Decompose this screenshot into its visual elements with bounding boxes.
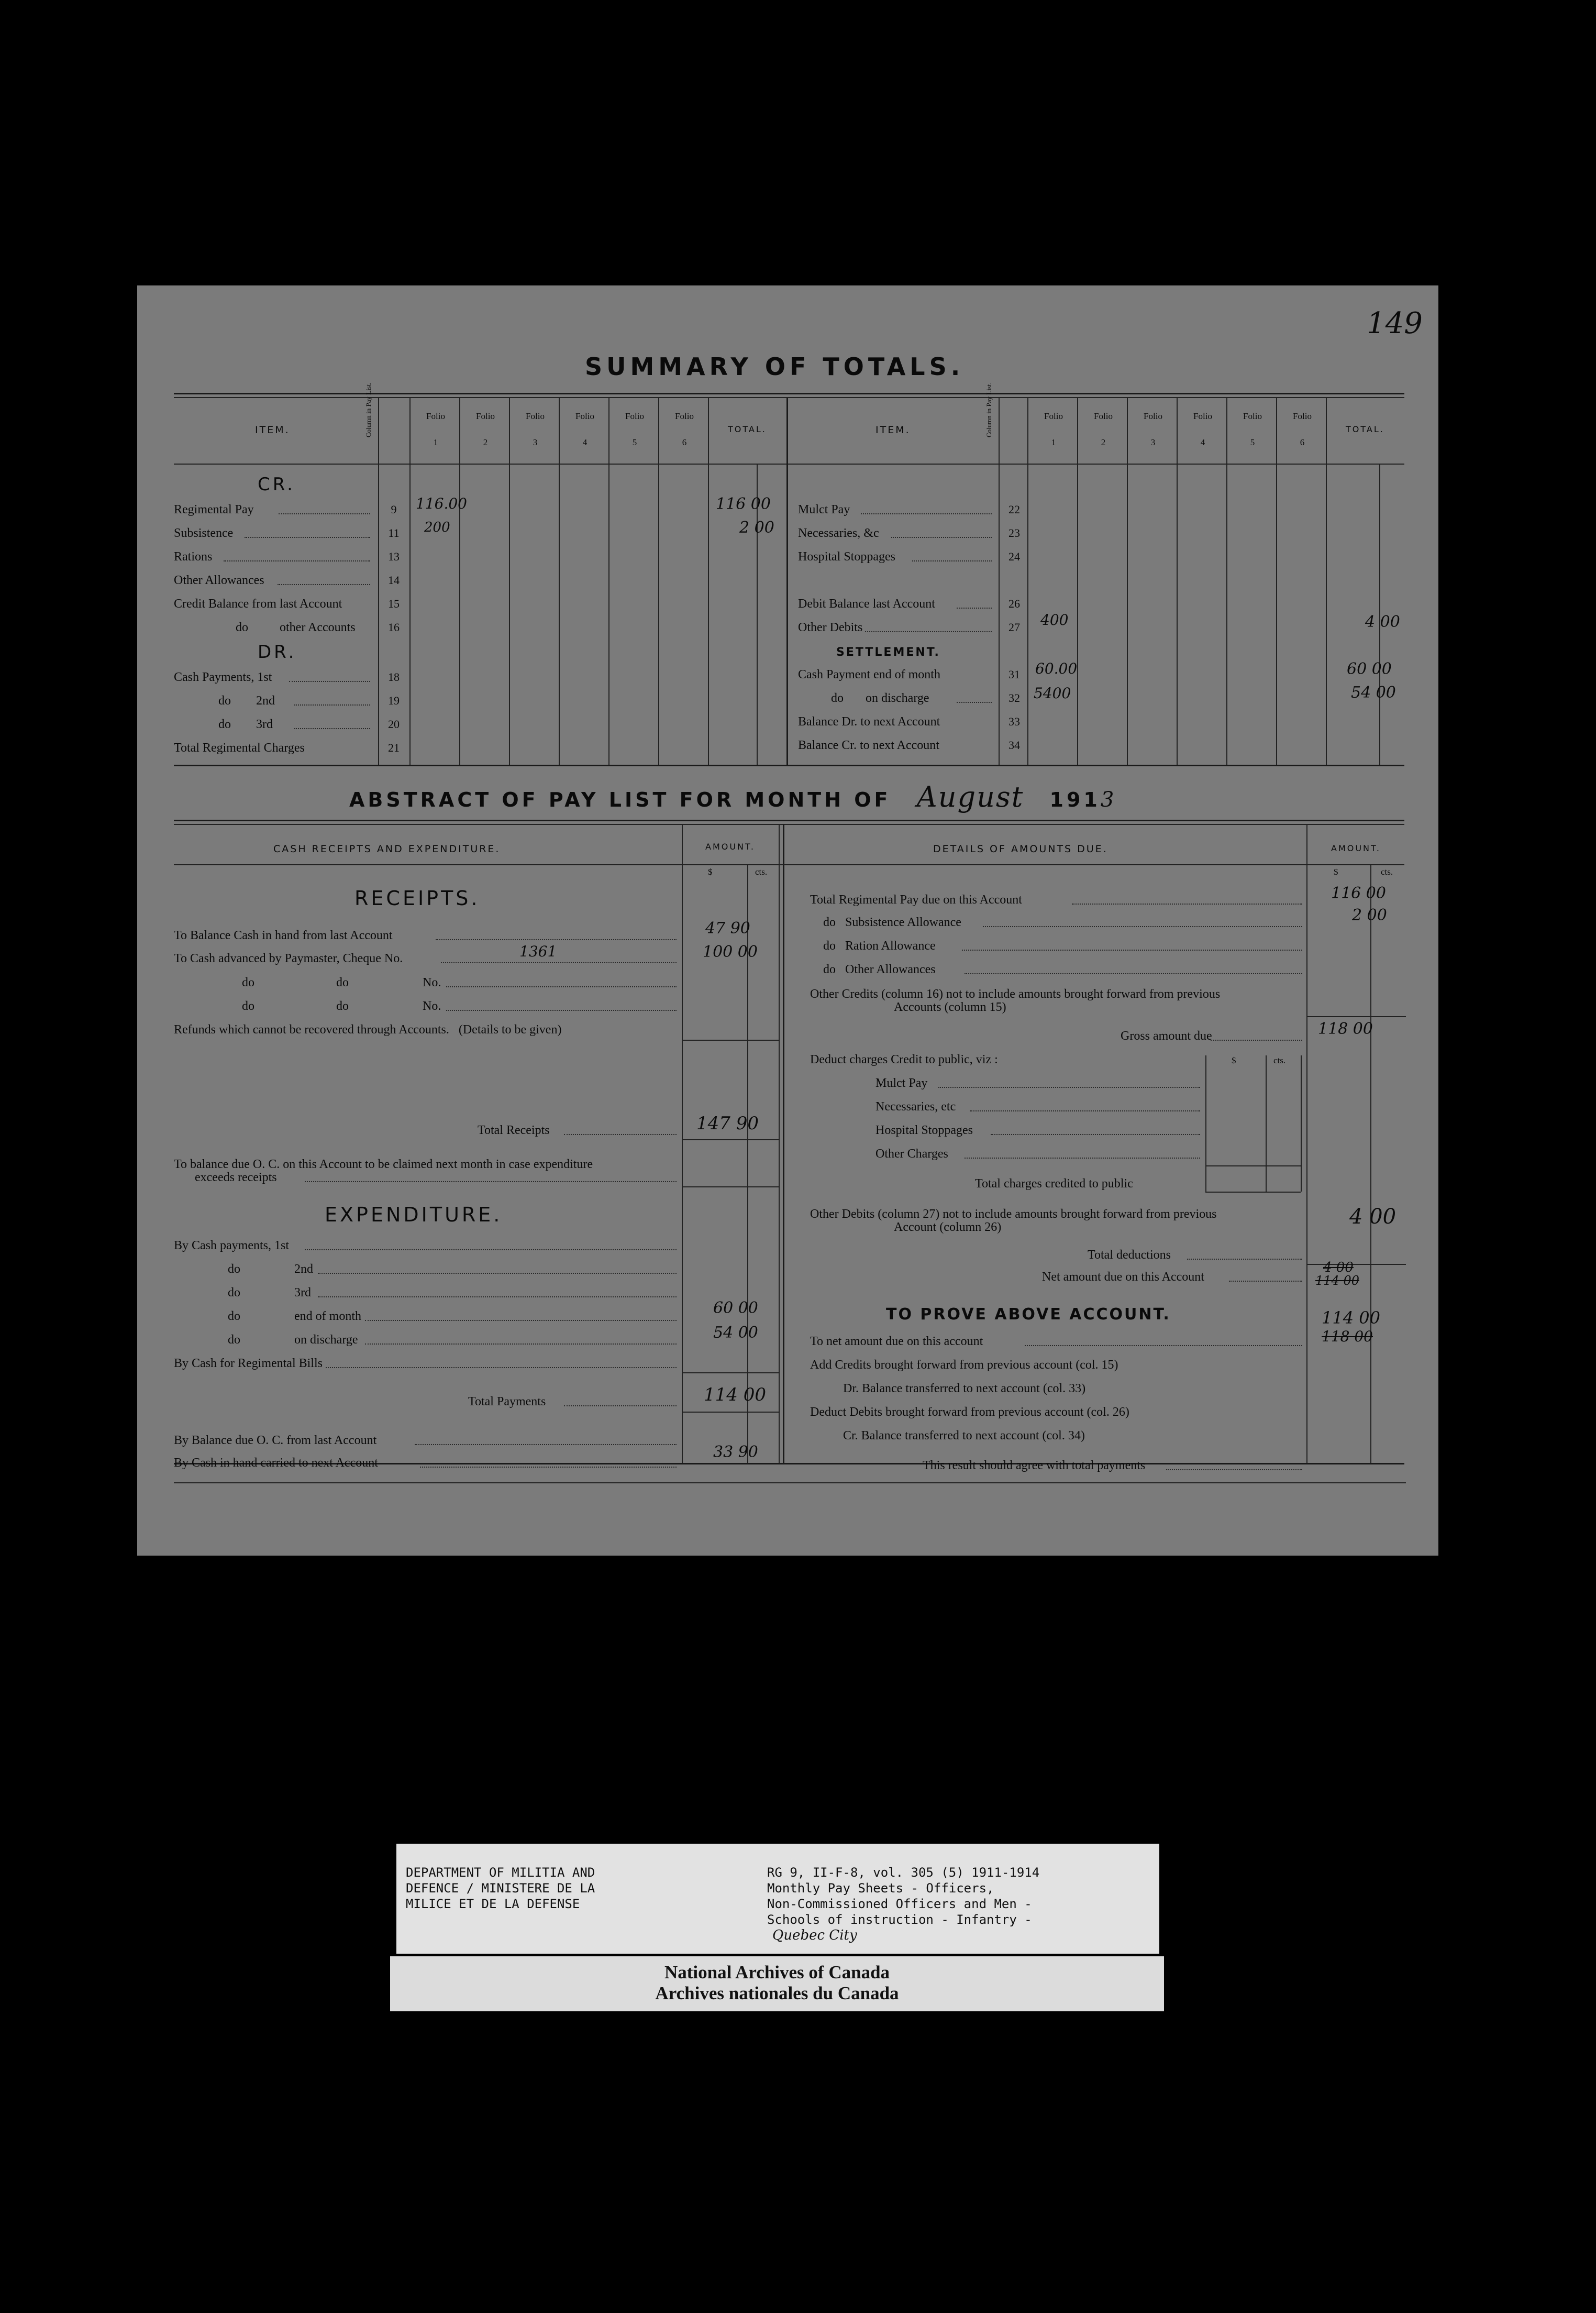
row-col-number: 32 — [1008, 691, 1020, 704]
inner-box-rule-h — [1205, 1165, 1301, 1166]
pay-sheet-document — [137, 285, 1438, 1556]
folio-header-l1: Folio — [426, 411, 445, 421]
folio-num-l3: 3 — [533, 437, 538, 447]
dollar-header-right: $ — [1334, 867, 1338, 877]
leader-dots — [224, 560, 370, 561]
total-header-left: TOTAL. — [728, 424, 767, 434]
row-label: Cash Payment end of month — [798, 668, 940, 681]
summary-vrule — [608, 398, 609, 765]
summary-title: SUMMARY OF TOTALS. — [585, 353, 965, 381]
row-col-number: 18 — [388, 670, 400, 684]
subsistence-amount: 2 00 — [1352, 906, 1387, 924]
ref-line-1: RG 9, II-F-8, vol. 305 (5) 1911-1914 — [767, 1865, 1040, 1880]
row-label: Cash Payments, 1st — [174, 670, 272, 684]
leader-dots — [441, 962, 677, 963]
leader-dots — [318, 1296, 677, 1297]
leader-dots — [970, 1110, 1200, 1111]
total-charges-label: Total charges credited to public — [975, 1177, 1133, 1191]
balance-due-label-1: To balance due O. C. on this Account to be claimed next month in case expenditure — [174, 1158, 593, 1171]
folio-header-l2: Folio — [476, 411, 495, 421]
dept-line-2: DEFENCE / MINISTERE DE LA — [406, 1881, 595, 1896]
row-total-value: 116 00 — [716, 495, 771, 513]
balance-due-oc-label: By Balance due O. C. from last Account — [174, 1434, 377, 1447]
subtotal-rule — [682, 1139, 779, 1140]
abstract-vrule — [779, 824, 780, 1463]
inner-dollar-header: $ — [1232, 1055, 1236, 1065]
column-header-left: Column in Pay List. — [364, 382, 372, 437]
row-col-number: 23 — [1008, 526, 1020, 539]
leader-dots — [962, 950, 1302, 951]
leader-dots — [1072, 904, 1302, 905]
archives-footer-label — [390, 1956, 1164, 2011]
inner-box-rule — [1301, 1055, 1302, 1192]
summary-vrule — [1326, 398, 1327, 765]
other-debits-label-2: Account (column 26) — [894, 1220, 1002, 1234]
page-number: 149 — [1367, 306, 1423, 340]
cash-advanced-amount: 100 00 — [703, 943, 758, 961]
leader-dots — [318, 1273, 677, 1274]
row-label: do other Accounts — [236, 621, 356, 634]
do-label: do — [242, 999, 254, 1013]
folio-num-r6: 6 — [1300, 437, 1305, 447]
folio-header-r6: Folio — [1293, 411, 1312, 421]
regimental-bills-label: By Cash for Regimental Bills — [174, 1357, 323, 1370]
inner-cts-header: cts. — [1273, 1055, 1286, 1065]
leader-dots — [415, 1444, 677, 1445]
summary-top-rule-2 — [174, 397, 1404, 398]
folio-num-l1: 1 — [433, 437, 438, 447]
row-col-number: 24 — [1008, 550, 1020, 563]
balance-cash-label: To Balance Cash in hand from last Account — [174, 929, 393, 942]
ref-line-3: Non-Commissioned Officers and Men - — [767, 1897, 1032, 1911]
cts-header-right: cts. — [1381, 867, 1393, 877]
row-col-number: 31 — [1008, 668, 1020, 681]
leader-dots — [305, 1249, 677, 1250]
row-label: Mulct Pay — [798, 503, 850, 516]
leader-dots — [912, 560, 992, 561]
summary-vrule — [409, 398, 411, 765]
inner-box-rule — [1266, 1055, 1267, 1192]
other-debits-amount: 4 00 — [1349, 1205, 1396, 1229]
summary-bottom-rule — [174, 765, 1404, 766]
cash-in-hand-label: By Cash in hand carried to next Account — [174, 1456, 378, 1470]
leader-dots — [1229, 1281, 1302, 1282]
cash-advanced-label: To Cash advanced by Paymaster, Cheque No. — [174, 952, 403, 965]
settlement-label: SETTLEMENT. — [836, 646, 940, 659]
refunds-label: Refunds which cannot be recovered through Accounts. (Details to be given) — [174, 1023, 562, 1037]
to-net-label: To net amount due on this account — [810, 1335, 983, 1348]
summary-center-rule — [786, 398, 788, 765]
dollar-header-left: $ — [708, 867, 713, 877]
subtotal-rule — [682, 1372, 779, 1373]
net-amount-label: Net amount due on this Account — [1042, 1270, 1204, 1284]
subsistence-label: do Subsistence Allowance — [823, 916, 961, 929]
leader-dots — [294, 704, 370, 706]
folio-num-l6: 6 — [682, 437, 687, 447]
summary-vrule — [999, 398, 1000, 765]
folio-num-r5: 5 — [1250, 437, 1255, 447]
row-label: do 2nd — [218, 694, 275, 708]
do-label: do — [336, 999, 349, 1013]
leader-dots — [865, 631, 992, 632]
folio-header-r2: Folio — [1094, 411, 1113, 421]
row-label: Balance Cr. to next Account — [798, 739, 939, 752]
leader-dots — [365, 1320, 677, 1321]
summary-vrule — [1127, 398, 1128, 765]
row-folio1-value: 5400 — [1034, 685, 1071, 702]
row-col-number: 20 — [388, 718, 400, 731]
on-discharge-label: on discharge — [294, 1333, 358, 1347]
summary-vrule — [509, 398, 510, 765]
leader-dots — [564, 1405, 677, 1406]
do-label: do — [228, 1286, 240, 1299]
subtotal-rule — [1306, 1264, 1406, 1265]
folio-num-l2: 2 — [483, 437, 488, 447]
folio-header-l3: Folio — [526, 411, 545, 421]
cr-balance-label: Cr. Balance transferred to next account (col. 34) — [843, 1429, 1085, 1442]
row-folio1-value: 200 — [424, 520, 450, 535]
leader-dots — [564, 1134, 677, 1135]
leader-dots — [1166, 1469, 1302, 1470]
row-col-number: 21 — [388, 741, 400, 754]
leader-dots — [420, 1467, 677, 1468]
receipts-title: RECEIPTS. — [354, 887, 480, 910]
do-label: do — [228, 1333, 240, 1347]
row-col-number: 14 — [388, 574, 400, 587]
row-folio1-value: 60.00 — [1035, 660, 1078, 677]
subtotal-rule — [1306, 1016, 1406, 1017]
subtotal-rule — [682, 1412, 779, 1413]
leader-dots — [289, 681, 370, 682]
inner-box-rule — [1205, 1055, 1206, 1192]
to-net-amount-value-2: 118 00 — [1322, 1328, 1373, 1345]
expenditure-title: EXPENDITURE. — [325, 1203, 503, 1226]
end-of-month-label: end of month — [294, 1309, 361, 1323]
summary-vrule — [1226, 398, 1227, 765]
total-receipts-amount: 147 90 — [696, 1113, 759, 1134]
second-label: 2nd — [294, 1262, 313, 1276]
leader-dots — [991, 1134, 1200, 1135]
abstract-header-rule — [174, 864, 1404, 865]
summary-top-rule — [174, 393, 1404, 394]
folio-header-r1: Folio — [1044, 411, 1063, 421]
summary-vrule — [559, 398, 560, 765]
folio-num-l5: 5 — [632, 437, 637, 447]
do-label: do — [242, 976, 254, 989]
total-payments-amount: 114 00 — [704, 1384, 766, 1405]
abstract-title-prefix: ABSTRACT OF PAY LIST FOR MONTH OF — [349, 788, 891, 811]
summary-vrule — [1027, 398, 1028, 765]
folio-num-r2: 2 — [1101, 437, 1106, 447]
row-col-number: 22 — [1008, 503, 1020, 516]
dr-balance-label: Dr. Balance transferred to next account (col. 33) — [843, 1382, 1086, 1395]
deduct-charges-label: Deduct charges Credit to public, viz : — [810, 1053, 998, 1066]
cash-receipts-header: CASH RECEIPTS AND EXPENDITURE. — [273, 843, 501, 855]
cash-in-hand-amount: 33 90 — [713, 1443, 758, 1461]
row-total-value: 2 00 — [739, 519, 774, 537]
total-reg-pay-label: Total Regimental Pay due on this Account — [810, 893, 1022, 907]
third-label: 3rd — [294, 1286, 311, 1299]
summary-vrule — [658, 398, 659, 765]
do-label: do — [336, 976, 349, 989]
row-col-number: 11 — [388, 526, 400, 539]
leader-dots — [294, 728, 370, 729]
no-label: No. — [423, 999, 441, 1013]
row-label: Balance Dr. to next Account — [798, 715, 940, 729]
gross-amount-value: 118 00 — [1318, 1020, 1373, 1038]
do-label: do — [228, 1262, 240, 1276]
folio-num-r3: 3 — [1150, 437, 1156, 447]
leader-dots — [365, 1343, 677, 1345]
folio-num-l4: 4 — [582, 437, 588, 447]
archives-name-en: National Archives of Canada — [664, 1962, 890, 1982]
subtotal-rule — [682, 1040, 779, 1041]
leader-dots — [957, 608, 992, 609]
row-label: Subsistence — [174, 526, 234, 540]
summary-vrule — [1177, 398, 1178, 765]
column-header-right: Column in Pay List. — [985, 382, 993, 437]
folio-header-l5: Folio — [625, 411, 644, 421]
row-label: Total Regimental Charges — [174, 741, 305, 755]
other-debits-label-1: Other Debits (column 27) not to include amounts brought forward from previous — [810, 1207, 1217, 1221]
do-label: do — [228, 1309, 240, 1323]
amount-header-right: AMOUNT. — [1331, 843, 1381, 853]
abstract-vrule — [1306, 824, 1307, 1463]
folio-header-r5: Folio — [1243, 411, 1262, 421]
row-label: Rations — [174, 550, 213, 564]
row-col-number: 15 — [388, 597, 400, 610]
folio-header-l4: Folio — [575, 411, 594, 421]
summary-header-rule — [174, 464, 1404, 465]
folio-num-r4: 4 — [1200, 437, 1205, 447]
abstract-vrule — [682, 824, 683, 1463]
summary-vrule — [1077, 398, 1078, 765]
total-receipts-label: Total Receipts — [478, 1124, 550, 1137]
leader-dots — [861, 513, 992, 514]
ration-label: do Ration Allowance — [823, 939, 936, 953]
dept-line-3: MILICE ET DE LA DEFENSE — [406, 1897, 580, 1911]
add-credits-label: Add Credits brought forward from previous account (col. 15) — [810, 1358, 1118, 1372]
no-label: No. — [423, 976, 441, 989]
row-col-number: 13 — [388, 550, 400, 563]
row-label: do 3rd — [218, 718, 273, 731]
summary-vrule — [1276, 398, 1277, 765]
folio-header-r4: Folio — [1193, 411, 1212, 421]
ref-line-2: Monthly Pay Sheets - Officers, — [767, 1881, 994, 1896]
abstract-title — [349, 780, 1117, 813]
hospital-label: Hospital Stoppages — [875, 1124, 973, 1137]
row-label: Other Debits — [798, 621, 863, 634]
row-folio1-value: 400 — [1040, 611, 1069, 629]
row-col-number: 19 — [388, 694, 400, 707]
row-label: do on discharge — [831, 691, 929, 705]
row-label: Credit Balance from last Account — [174, 597, 342, 611]
abstract-year-suffix: 3 — [1100, 788, 1117, 812]
row-col-number: 34 — [1008, 739, 1020, 752]
net-amount-value-1: 4 00 — [1323, 1260, 1354, 1275]
gross-amount-label: Gross amount due — [1121, 1029, 1212, 1043]
row-label: Other Allowances — [174, 574, 264, 587]
leader-dots — [446, 1010, 677, 1011]
abstract-final-rule — [174, 1482, 783, 1483]
summary-vrule — [459, 398, 460, 765]
amount-header-left: AMOUNT. — [705, 842, 755, 852]
agree-label: This result should agree with total payments — [923, 1459, 1146, 1472]
abstract-vrule — [1370, 864, 1371, 1463]
row-col-number: 33 — [1008, 715, 1020, 728]
row-col-number: 27 — [1008, 621, 1020, 634]
leader-dots — [965, 973, 1302, 974]
leader-dots — [1025, 1345, 1302, 1346]
ref-line-4: Schools of instruction - Infantry - — [767, 1912, 1032, 1927]
abstract-top-rule — [174, 820, 1404, 821]
cts-header-left: cts. — [755, 867, 768, 877]
leader-dots — [938, 1087, 1200, 1088]
other-allowances-label: do Other Allowances — [823, 963, 936, 976]
details-header: DETAILS OF AMOUNTS DUE. — [933, 843, 1108, 855]
other-charges-label: Other Charges — [875, 1147, 948, 1161]
abstract-center-rule — [783, 824, 784, 1463]
abstract-month: August — [916, 780, 1024, 813]
leader-dots — [305, 1181, 677, 1182]
inner-box-rule-h — [1205, 1192, 1301, 1193]
row-label: Regimental Pay — [174, 503, 254, 516]
deduct-debits-label: Deduct Debits brought forward from previous account (col. 26) — [810, 1405, 1129, 1419]
leader-dots — [326, 1367, 677, 1368]
other-credits-label-2: Accounts (column 15) — [894, 1000, 1006, 1014]
leader-dots — [245, 537, 370, 538]
row-folio1-value: 116.00 — [416, 495, 467, 512]
abstract-top-rule-2 — [174, 824, 1404, 825]
total-reg-pay-amount: 116 00 — [1331, 884, 1386, 902]
leader-dots — [957, 702, 992, 703]
dept-line-1: DEPARTMENT OF MILITIA AND — [406, 1865, 595, 1880]
leader-dots — [983, 926, 1302, 927]
total-deductions-label: Total deductions — [1088, 1248, 1171, 1262]
leader-dots — [1211, 1040, 1302, 1041]
folio-header-l6: Folio — [675, 411, 694, 421]
summary-item-header-left: ITEM. — [255, 424, 290, 436]
mulct-pay-label: Mulct Pay — [875, 1076, 928, 1090]
net-amount-value-2: 114 00 — [1315, 1273, 1359, 1288]
summary-vrule — [708, 398, 709, 765]
leader-dots — [446, 986, 677, 987]
archives-name-fr: Archives nationales du Canada — [655, 1983, 899, 2003]
row-total-value: 4 00 — [1365, 613, 1400, 631]
end-of-month-amount: 60 00 — [713, 1299, 758, 1317]
balance-due-label-2: exceeds receipts — [195, 1171, 277, 1184]
folio-num-r1: 1 — [1051, 437, 1056, 447]
prove-account-title: TO PROVE ABOVE ACCOUNT. — [886, 1305, 1171, 1324]
row-label: Necessaries, &c — [798, 526, 879, 540]
leader-dots — [1187, 1259, 1302, 1260]
folio-header-r3: Folio — [1144, 411, 1162, 421]
total-header-right: TOTAL. — [1346, 424, 1384, 434]
on-discharge-amount: 54 00 — [713, 1324, 758, 1342]
archive-reference-label — [396, 1844, 1159, 1954]
row-label: Debit Balance last Account — [798, 597, 935, 611]
row-col-number: 26 — [1008, 597, 1020, 610]
row-col-number: 9 — [391, 503, 397, 516]
leader-dots — [891, 537, 992, 538]
leader-dots — [278, 584, 370, 585]
row-total-value: 60 00 — [1347, 660, 1392, 678]
leader-dots — [965, 1158, 1200, 1159]
summary-vrule — [378, 398, 379, 765]
row-label: Hospital Stoppages — [798, 550, 895, 564]
total-payments-label: Total Payments — [468, 1395, 546, 1408]
necessaries-label: Necessaries, etc — [875, 1100, 956, 1114]
leader-dots — [279, 513, 370, 514]
subtotal-rule — [682, 1186, 779, 1187]
other-credits-label-1: Other Credits (column 16) not to include amounts brought forward from previous — [810, 987, 1221, 1001]
abstract-final-rule — [783, 1482, 1406, 1483]
ref-line-5: Quebec City — [772, 1928, 857, 1943]
cash-1st-label: By Cash payments, 1st — [174, 1239, 289, 1252]
leader-dots — [436, 939, 677, 940]
cheque-number: 1361 — [519, 943, 557, 960]
cr-label: CR. — [258, 474, 295, 495]
balance-cash-amount: 47 90 — [705, 919, 750, 938]
summary-item-header-right: ITEM. — [875, 424, 911, 436]
dr-label: DR. — [258, 642, 297, 663]
to-net-amount-value-1: 114 00 — [1322, 1308, 1380, 1328]
row-col-number: 16 — [388, 621, 400, 634]
row-total-value: 54 00 — [1351, 684, 1396, 702]
abstract-year-prefix: 191 — [1049, 788, 1101, 811]
